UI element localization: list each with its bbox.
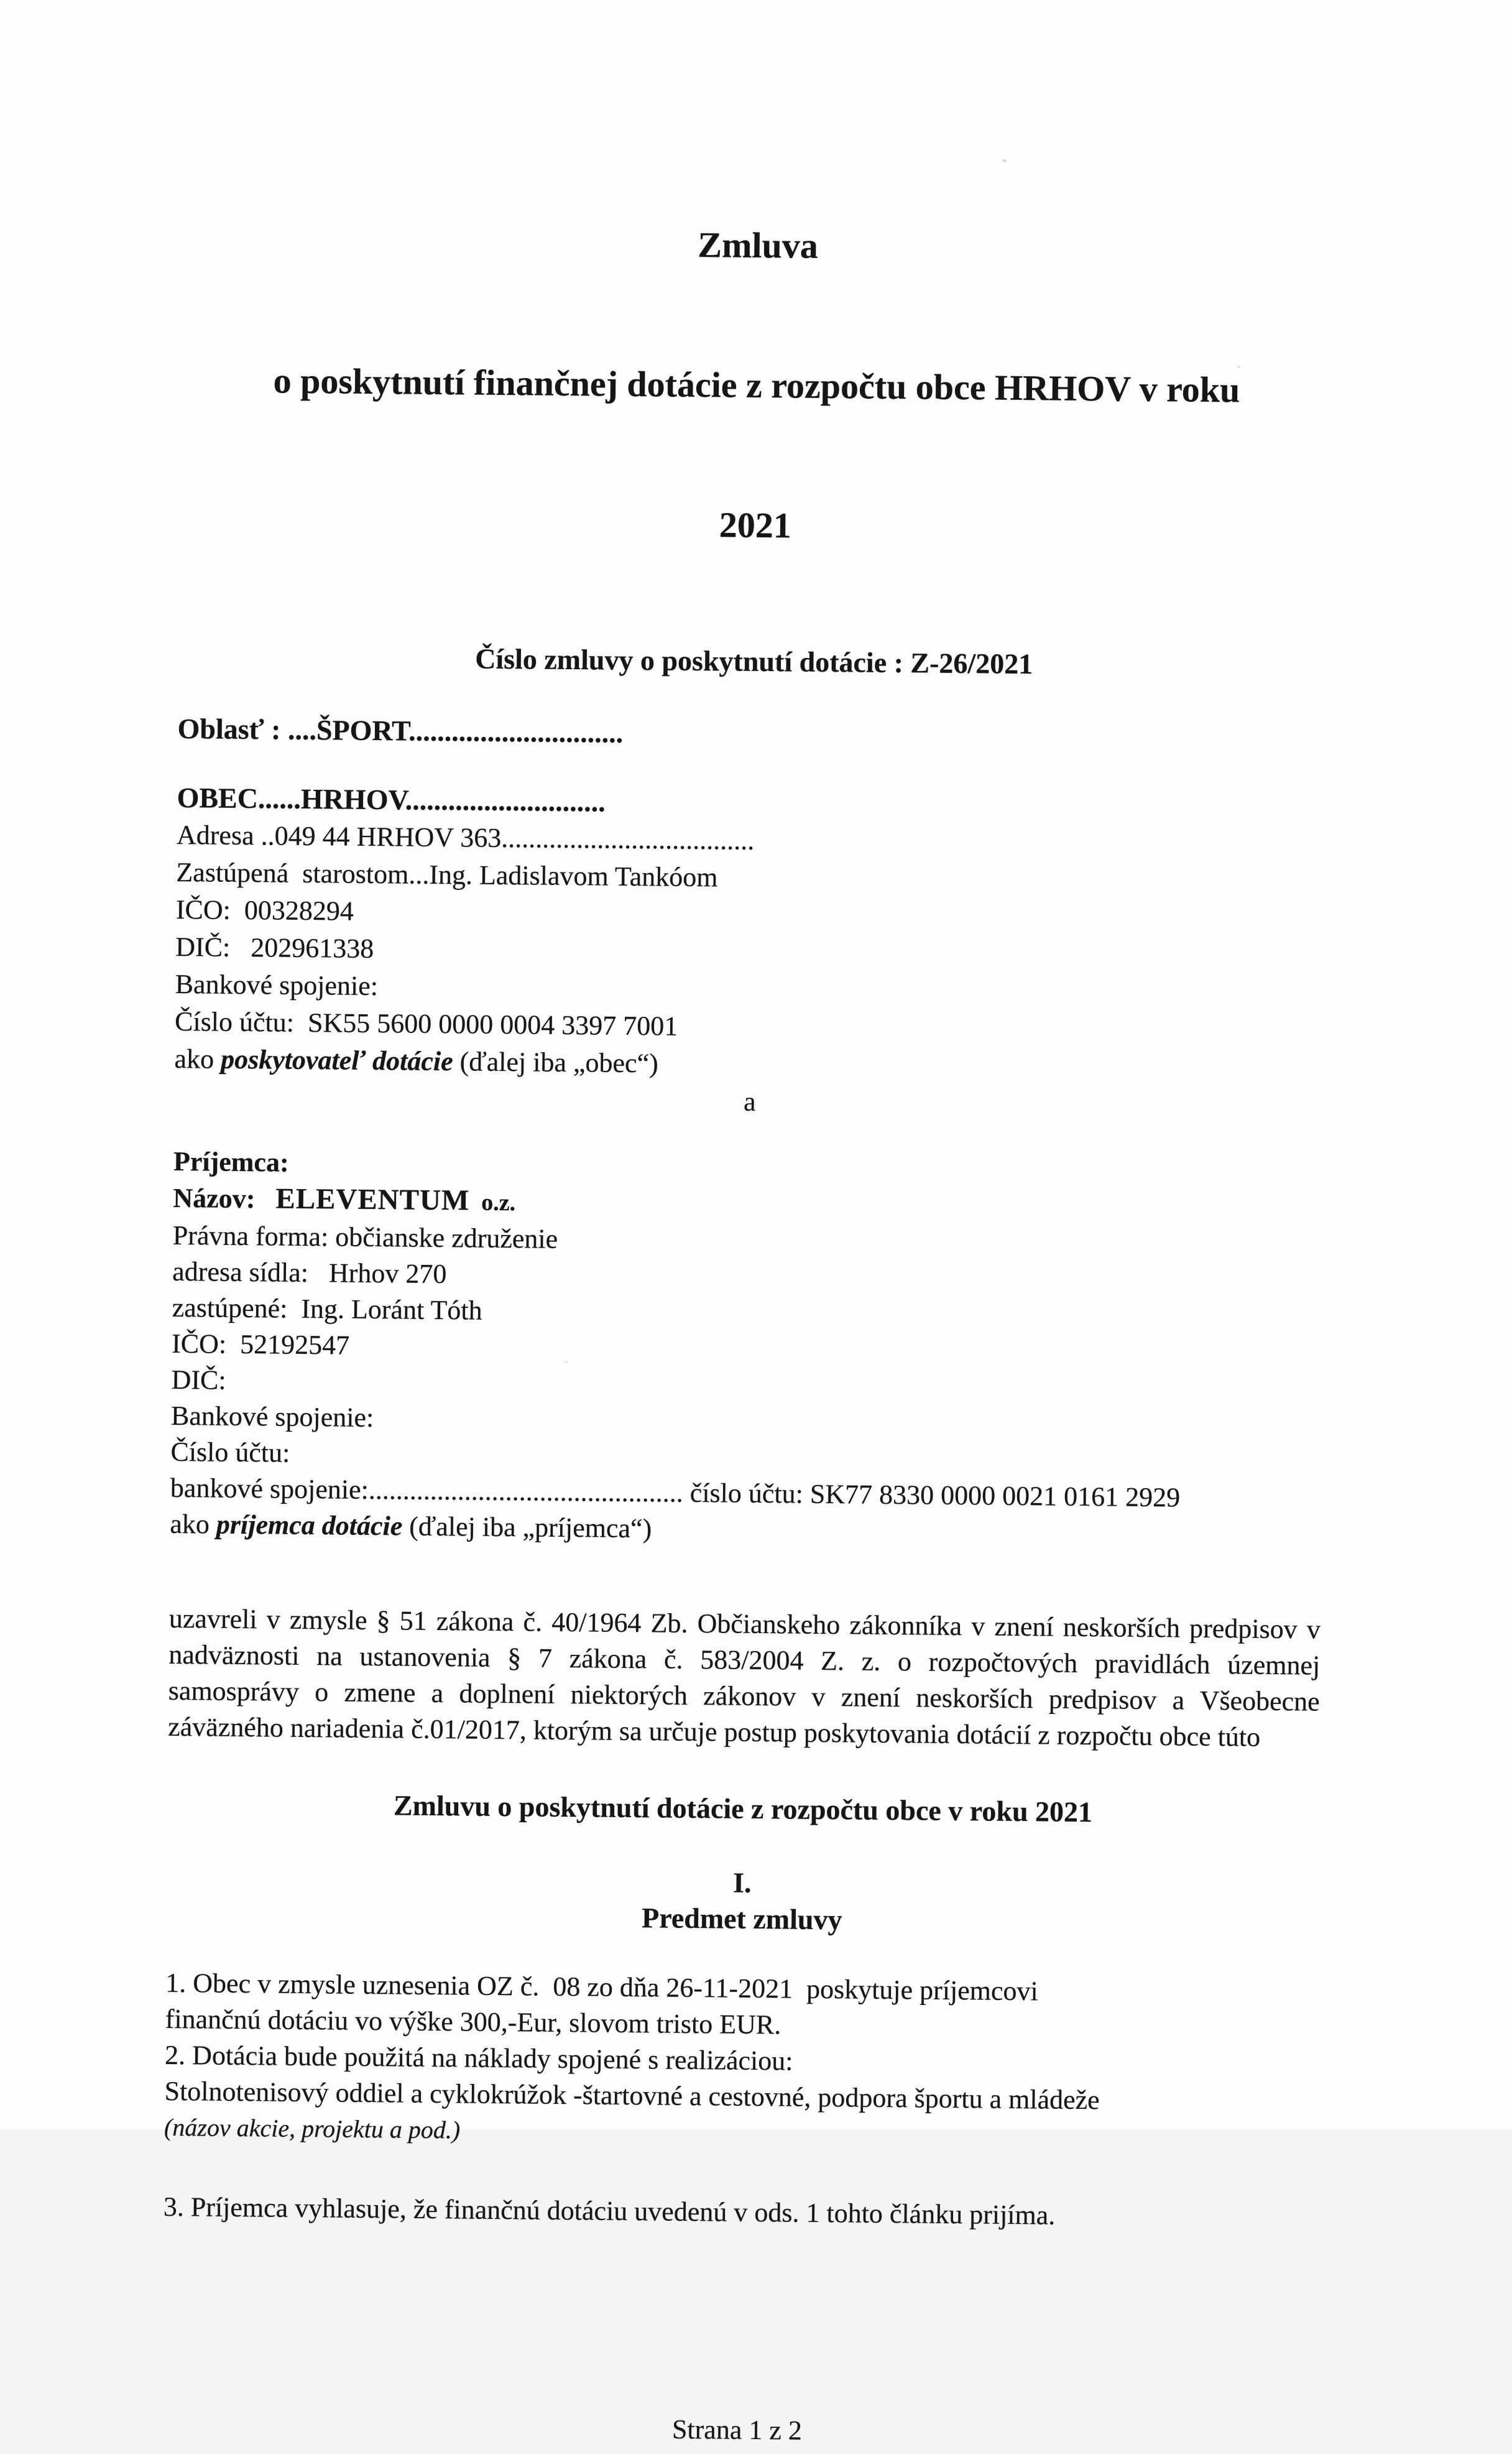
clause1-line1: 1. Obec v zmysle uznesenia OZ č. 08 zo dňa 26-11-2021 poskytuje príjemcovi xyxy=(165,1967,1039,2007)
conjunction-a: a xyxy=(743,1086,756,1117)
recipient-dic-line: DIČ: xyxy=(171,1364,226,1396)
recipient-name-label: Názov: xyxy=(173,1182,276,1215)
provider-ico-line: IČO: 00328294 xyxy=(175,894,354,927)
provider-account-line: Číslo účtu: SK55 5600 0000 0004 3397 7001 xyxy=(174,1006,678,1042)
recipient-name: ELEVENTUM xyxy=(275,1182,470,1217)
provider-dic-line: DIČ: 202961338 xyxy=(175,931,374,964)
document-content xyxy=(161,123,1335,2454)
document-title-line2: o poskytnutí finančnej dotácie z rozpočtu obce HRHOV v roku xyxy=(273,360,1240,410)
clause2-line2: Stolnotenisový oddiel a cyklokrúžok -štartovné a cestovné, podpora športu a mládeže xyxy=(164,2075,1100,2116)
oblast-line: Oblasť : ....ŠPORT.............................. xyxy=(177,712,624,749)
recipient-role-prefix: ako xyxy=(170,1508,217,1540)
recipient-legal-form-line: Právna forma: občianske združenie xyxy=(172,1220,558,1254)
provider-address-line: Adresa ..049 44 HRHOV 363..................................... xyxy=(176,819,755,856)
contract-heading: Zmluvu o poskytnutí dotácie z rozpočtu obce v roku 2021 xyxy=(393,1789,1093,1828)
article-clauses xyxy=(164,1965,1317,2236)
recipient-ico-line: IČO: 52192547 xyxy=(171,1328,350,1361)
clause1-line2: finančnú dotáciu vo výške 300,-Eur, slovom tristo EUR. xyxy=(165,2003,781,2040)
article-title: Predmet zmluvy xyxy=(641,1902,842,1936)
recipient-role: príjemca dotácie xyxy=(216,1509,403,1542)
recipient-address-line: adresa sídla: Hrhov 270 xyxy=(172,1256,447,1290)
document-title-line3: 2021 xyxy=(719,504,792,546)
provider-representative-line: Zastúpená starostom...Ing. Ladislavom Tankóom xyxy=(176,856,718,893)
provider-role: poskytovateľ dotácie xyxy=(220,1044,453,1077)
recipient-role-suffix: (ďalej iba „príjemca“) xyxy=(402,1511,652,1544)
clause2-note: (názov akcie, projektu a pod.) xyxy=(164,2113,461,2144)
article-number: I. xyxy=(732,1866,752,1899)
recipient-account-line: Číslo účtu: xyxy=(170,1436,290,1468)
document-title-line1: Zmluva xyxy=(698,224,819,266)
recipient-name-suffix: o.z. xyxy=(469,1189,516,1216)
contract-number-line: Číslo zmluvy o poskytnutí dotácie : Z-26/2021 xyxy=(474,642,1033,680)
provider-role-suffix: (ďalej iba „obec“) xyxy=(453,1046,659,1079)
provider-obec-line: OBEC......HRHOV............................ xyxy=(177,781,606,818)
provider-role-prefix: ako xyxy=(174,1043,221,1075)
recipient-bank-line: Bankové spojenie: xyxy=(170,1400,374,1433)
clause3-line: 3. Príjemca vyhlasuje, že finančnú dotáciu uvedenú v ods. 1 tohto článku prijíma. xyxy=(163,2191,1056,2231)
document-title xyxy=(178,123,1335,647)
recipient-heading: Príjemca: xyxy=(173,1146,289,1178)
recipient-representative-line: zastúpené: Ing. Loránt Tóth xyxy=(172,1292,482,1326)
preamble-paragraph: uzavreli v zmysle § 51 zákona č. 40/1964 Zb. Občianskeho zákonníka v znení neskorších predpisov v nadväznosti na ustanovenia § 7 zákona č. 583/2004 Z. z. o rozpočtových pravidlách územnej samosprávy o zmene a doplnení niektorých zákonov v znení neskorších predpisov a Všeobecne záväzného nariadenia č.01/2017, ktorým sa určuje postup poskytovania dotácií z rozpočtu obce túto xyxy=(168,1603,1321,1753)
page-number: Strana 1 z 2 xyxy=(671,2414,803,2446)
provider-bank-line: Bankové spojenie: xyxy=(175,968,379,1002)
provider-section xyxy=(174,779,1329,1089)
recipient-section xyxy=(170,1144,1325,1553)
recipient-bank-account-line: bankové spojenie:.............................................. číslo účtu: SK77 8330 0000 0021 0161 2929 xyxy=(170,1472,1181,1513)
clause2-line1: 2. Dotácia bude použitá na náklady spojené s realizáciou: xyxy=(164,2039,793,2077)
